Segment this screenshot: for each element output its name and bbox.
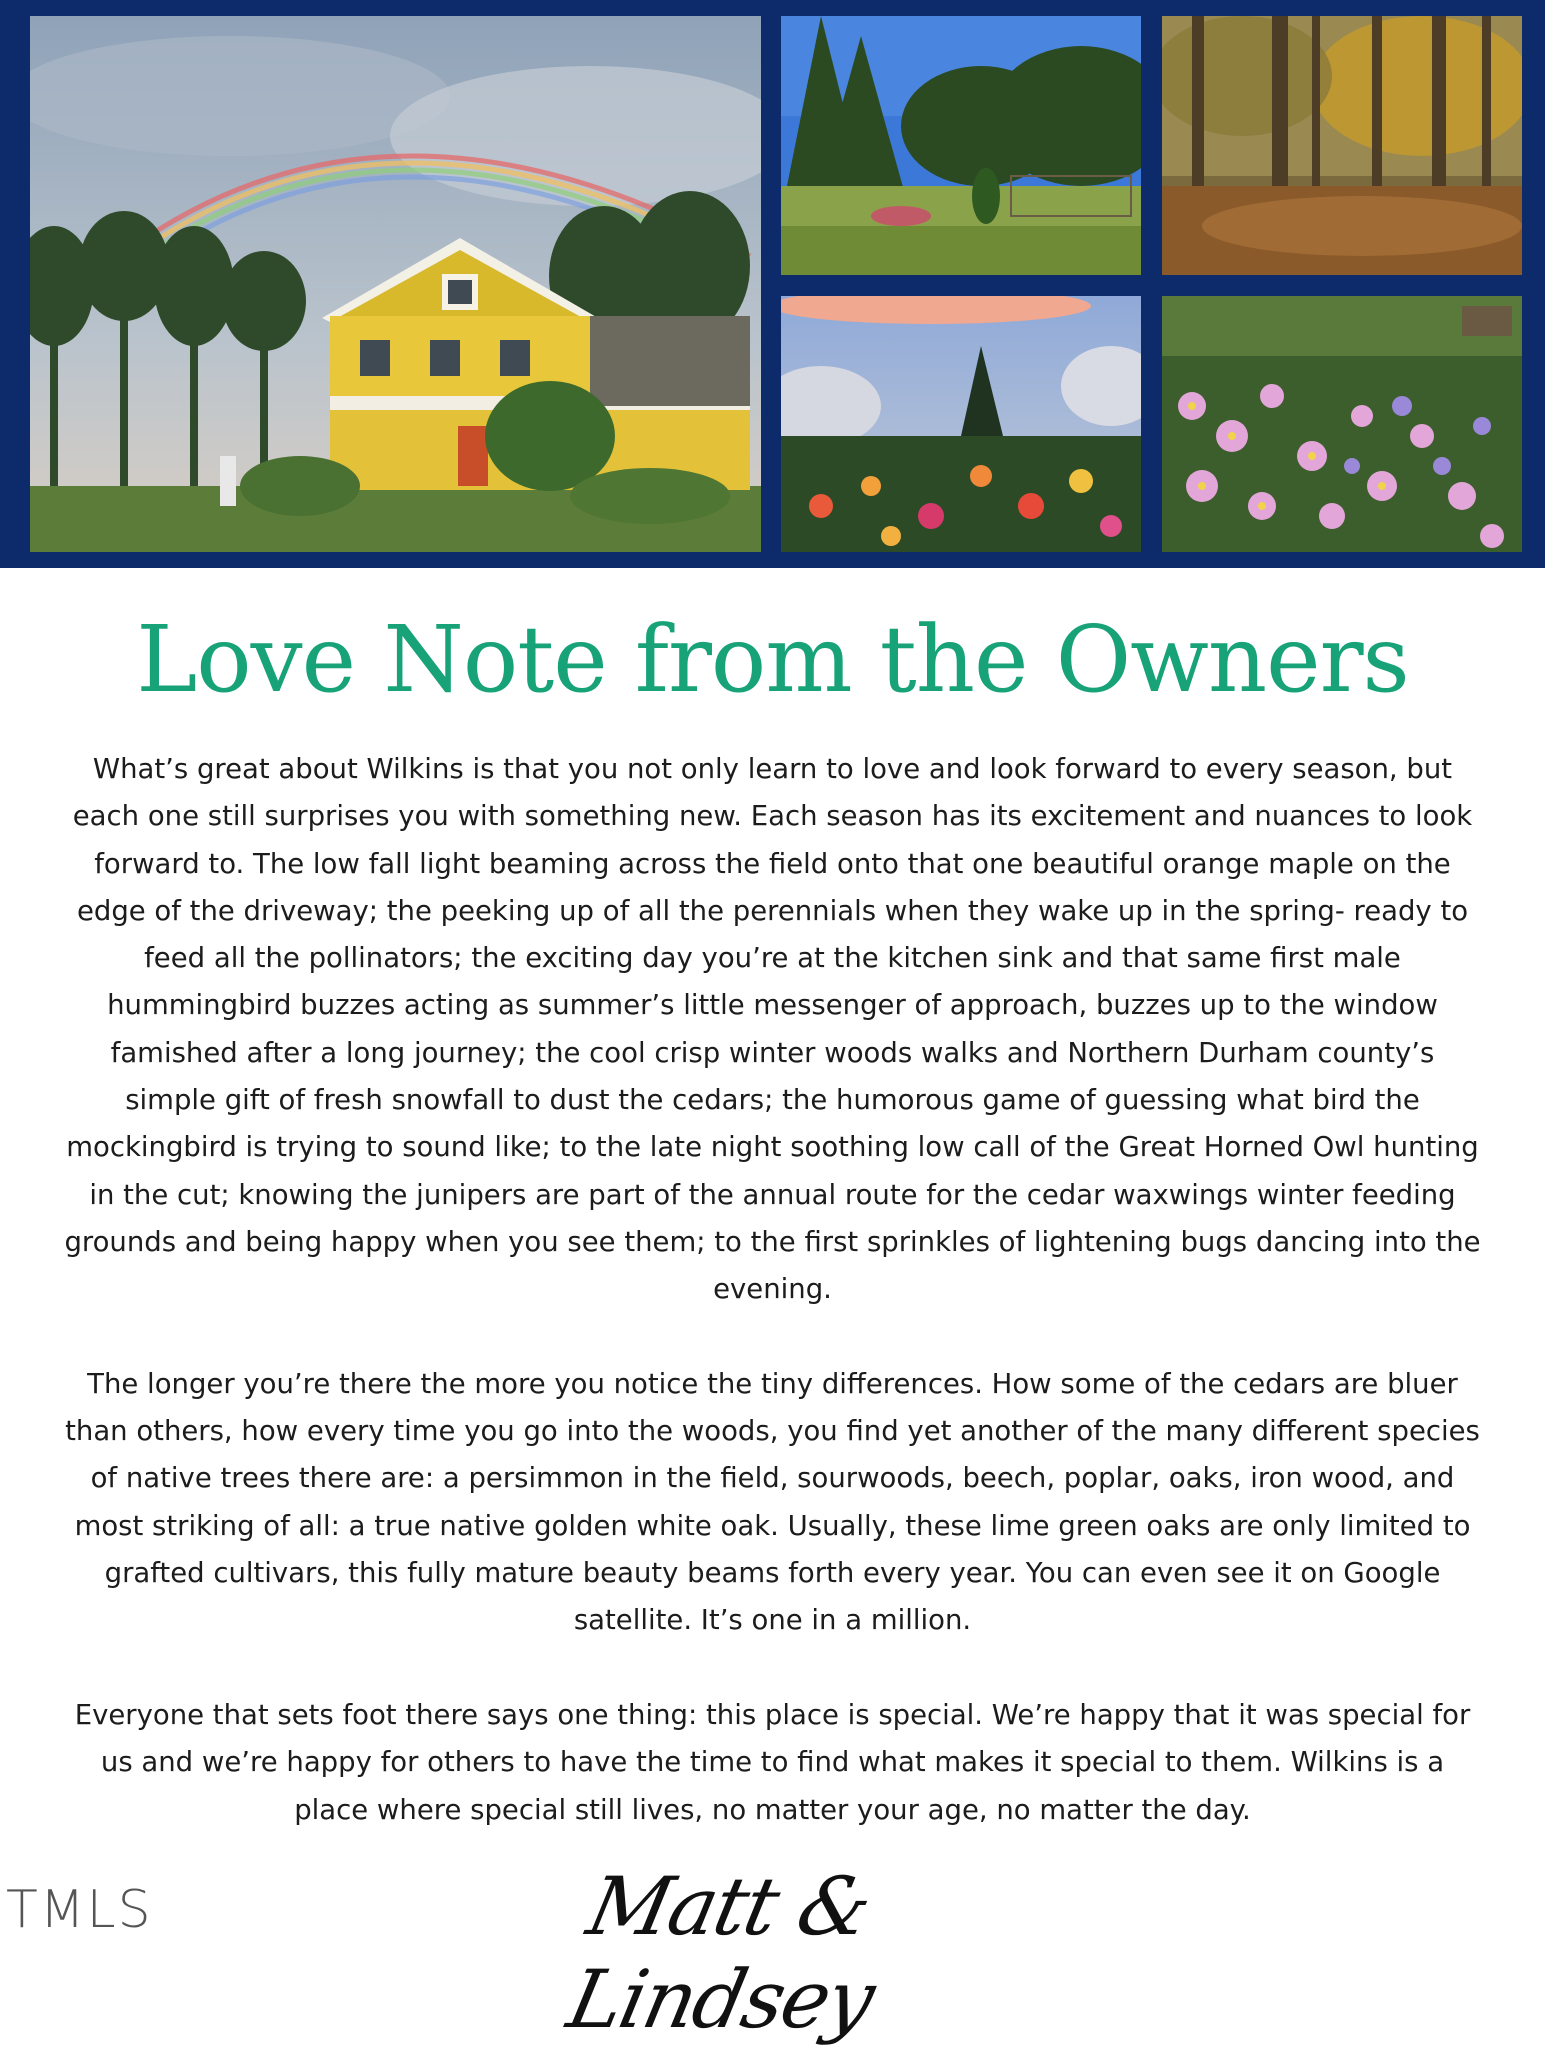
photo-collage xyxy=(0,0,1545,568)
owners-signature xyxy=(560,1840,990,2046)
mls-watermark: TMLS xyxy=(6,1880,153,1940)
field-and-garden-photo xyxy=(781,16,1141,275)
pink-aster-garden-photo xyxy=(1162,296,1522,552)
paragraph-seasons: What’s great about Wilkins is that you not only learn to love and look forward to every season, but each one still surprises you with something new. Each season has its excitement and nuances to look forward to. The low fall light beaming across the field onto that one beautiful orange maple on the edge of the driveway; the peeking up of all the perennials when they wake up in the spring- ready to feed all the pollinators; the exciting day you’re at the kitchen sink and that same first male hummingbird buzzes acting as summer’s little messenger of approach, buzzes up to the window famished after a long journey; the cool crisp winter woods walks and Northern Durham county’s simple gift of fresh snowfall to dust the cedars; the humorous game of guessing what bird the mockingbird is trying to sound like; to the late night soothing low call of the Great Horned Owl hunting in the cut; knowing the junipers are part of the annual route for the cedar waxwings winter feeding grounds and being happy when you see them; to the first sprinkles of lightening bugs dancing into the evening. xyxy=(64,753,1481,1306)
signature-text: Matt & Lindsey xyxy=(560,1860,882,2046)
paragraph-special: Everyone that sets foot there says one thing: this place is special. We’re happy that it was special for us and we’re happy for others to have the time to find what makes it special to them. Wilkins is a place where special still lives, no matter your age, no matter the day. xyxy=(74,1698,1471,1826)
yellow-farmhouse-with-rainbow-photo xyxy=(30,16,761,552)
sunset-zinnias-photo xyxy=(781,296,1141,552)
autumn-woods-photo xyxy=(1162,16,1522,275)
love-note-body xyxy=(62,746,1483,1834)
paragraph-differences: The longer you’re there the more you notice the tiny differences. How some of the cedars are bluer than others, how every time you go into the woods, you find yet another of the many different species of native trees there are: a persimmon in the field, sourwoods, beech, poplar, oaks, iron wood, and most striking of all: a true native golden white oak. Usually, these lime green oaks are only limited to grafted cultivars, this fully mature beauty beams forth every year. You can even see it on Google satellite. It’s one in a million. xyxy=(65,1367,1480,1637)
page-title: Love Note from the Owners xyxy=(136,606,1409,713)
